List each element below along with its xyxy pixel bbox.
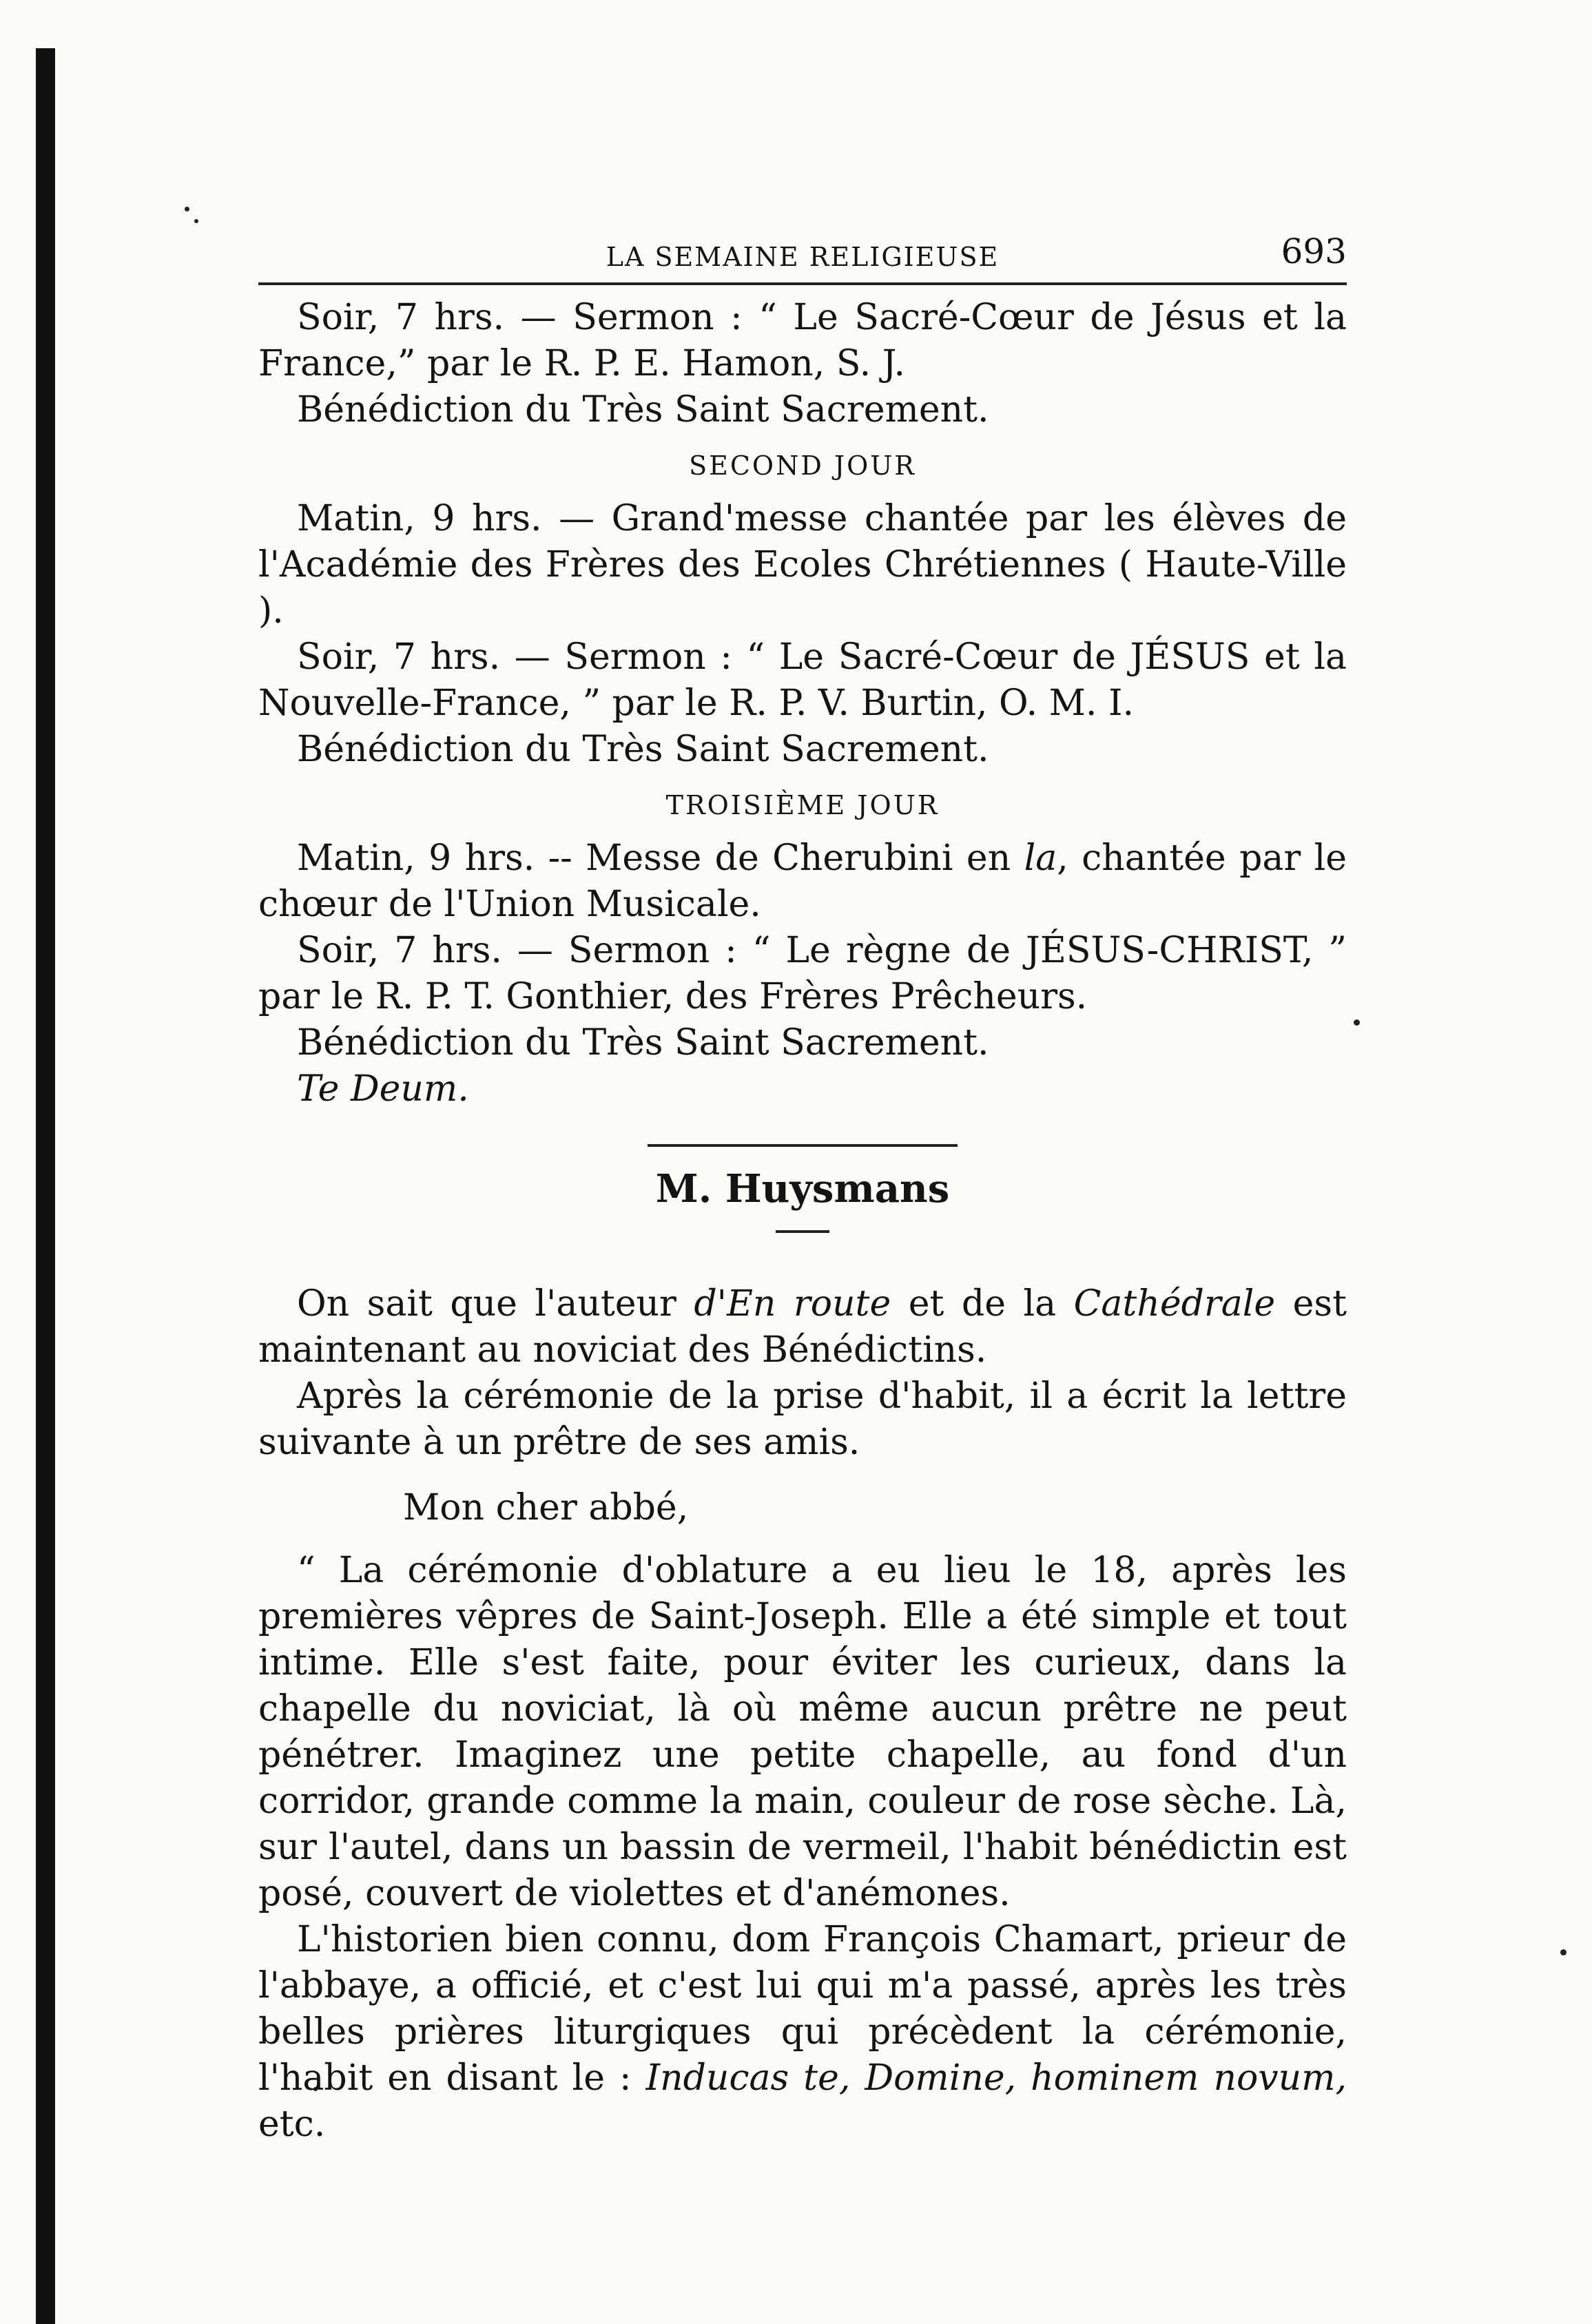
day3-benediction: Bénédiction du Très Saint Sacrement. xyxy=(297,1022,989,1064)
journal-title: LA SEMAINE RELIGIEUSE xyxy=(606,242,1000,272)
te-deum: Te Deum. xyxy=(297,1068,469,1110)
scan-speck xyxy=(185,207,189,211)
scan-edge-bar xyxy=(36,48,55,2324)
document-page xyxy=(258,227,1347,2148)
book-title-en-route: d'En route xyxy=(694,1283,891,1325)
page-number: 693 xyxy=(1281,231,1347,271)
p1-text: On sait que l'auteur xyxy=(297,1283,694,1325)
scan-speck xyxy=(1354,1019,1360,1026)
latin-quote: Inducas te, Domine, hominem novum, xyxy=(645,2057,1347,2099)
article-title: M. Huysmans xyxy=(655,1166,950,1212)
letter-paragraph-1: “ La cérémonie d'oblature a eu lieu le 18, après les premières vêpres de Saint-Joseph. Elle a été simple et tout intime. Elle s'est faite, pour éviter les curieux, dans la chapelle du noviciat, là où même aucun prêtre ne peut pénétrer. Imaginez une petite chapelle, au fond d'un corridor, grande comme la main, couleur de rose sèche. Là, sur l'autel, dans un bassin de vermeil, l'habit bénédictin est posé, couvert de violettes et d'anémones. xyxy=(258,1550,1347,1914)
p4-text-end: etc. xyxy=(258,2104,326,2145)
day3-morning-text-end: , chantée par le chœur de l'Union Musicale. xyxy=(258,838,1347,925)
day2-morning: Matin, 9 hrs. — Grand'messe chantée par les élèves de l'Académie des Frères des Ecoles Chrétiennes ( Haute-Ville ). xyxy=(258,498,1347,632)
title-dash xyxy=(776,1230,829,1233)
letter-paragraph-2 xyxy=(258,1917,1347,2148)
day2-benediction: Bénédiction du Très Saint Sacrement. xyxy=(297,729,989,770)
day1-benediction: Bénédiction du Très Saint Sacrement. xyxy=(297,389,989,430)
scan-speck xyxy=(1560,1949,1567,1955)
scan-speck xyxy=(194,219,198,223)
day3-evening: Soir, 7 hrs. — Sermon : “ Le règne de JÉSUS-CHRIST, ” par le R. P. T. Gonthier, des Frères Prêcheurs. xyxy=(258,930,1347,1017)
book-title-cathedrale: Cathédrale xyxy=(1073,1283,1276,1325)
running-header xyxy=(258,227,1347,285)
day3-heading: TROISIÈME JOUR xyxy=(665,790,940,820)
day2-evening: Soir, 7 hrs. — Sermon : “ Le Sacré-Cœur de JÉSUS et la Nouvelle-France, ” par le R. P. V. Burtin, O. M. I. xyxy=(258,636,1347,724)
day3-morning xyxy=(258,836,1347,928)
p1-text-end: est maintenant au noviciat des Bénédictins. xyxy=(258,1283,1347,1371)
day1-evening: Soir, 7 hrs. — Sermon : “ Le Sacré-Cœur de Jésus et la France,” par le R. P. E. Hamon, S. J. xyxy=(258,297,1347,384)
section-divider xyxy=(648,1144,958,1147)
day3-morning-text: Matin, 9 hrs. -- Messe de Cherubini en xyxy=(297,838,1024,879)
page-body xyxy=(258,295,1347,2148)
p4-text: L'historien bien connu, dom François Chamart, prieur de l'abbaye, a officié, et c'est lui qui m'a passé, après les très belles prières liturgiques qui précèdent la cérémonie, l'habit en disant le : xyxy=(258,1919,1347,2099)
article-paragraph-1 xyxy=(258,1281,1347,1373)
article-paragraph-2: Après la cérémonie de la prise d'habit, il a écrit la lettre suivante à un prêtre de ses amis. xyxy=(258,1376,1347,1463)
letter-salutation: Mon cher abbé, xyxy=(403,1487,689,1528)
day3-morning-key: la xyxy=(1024,838,1057,879)
day2-heading: SECOND JOUR xyxy=(689,450,916,481)
p1-text-mid: et de la xyxy=(891,1283,1074,1325)
